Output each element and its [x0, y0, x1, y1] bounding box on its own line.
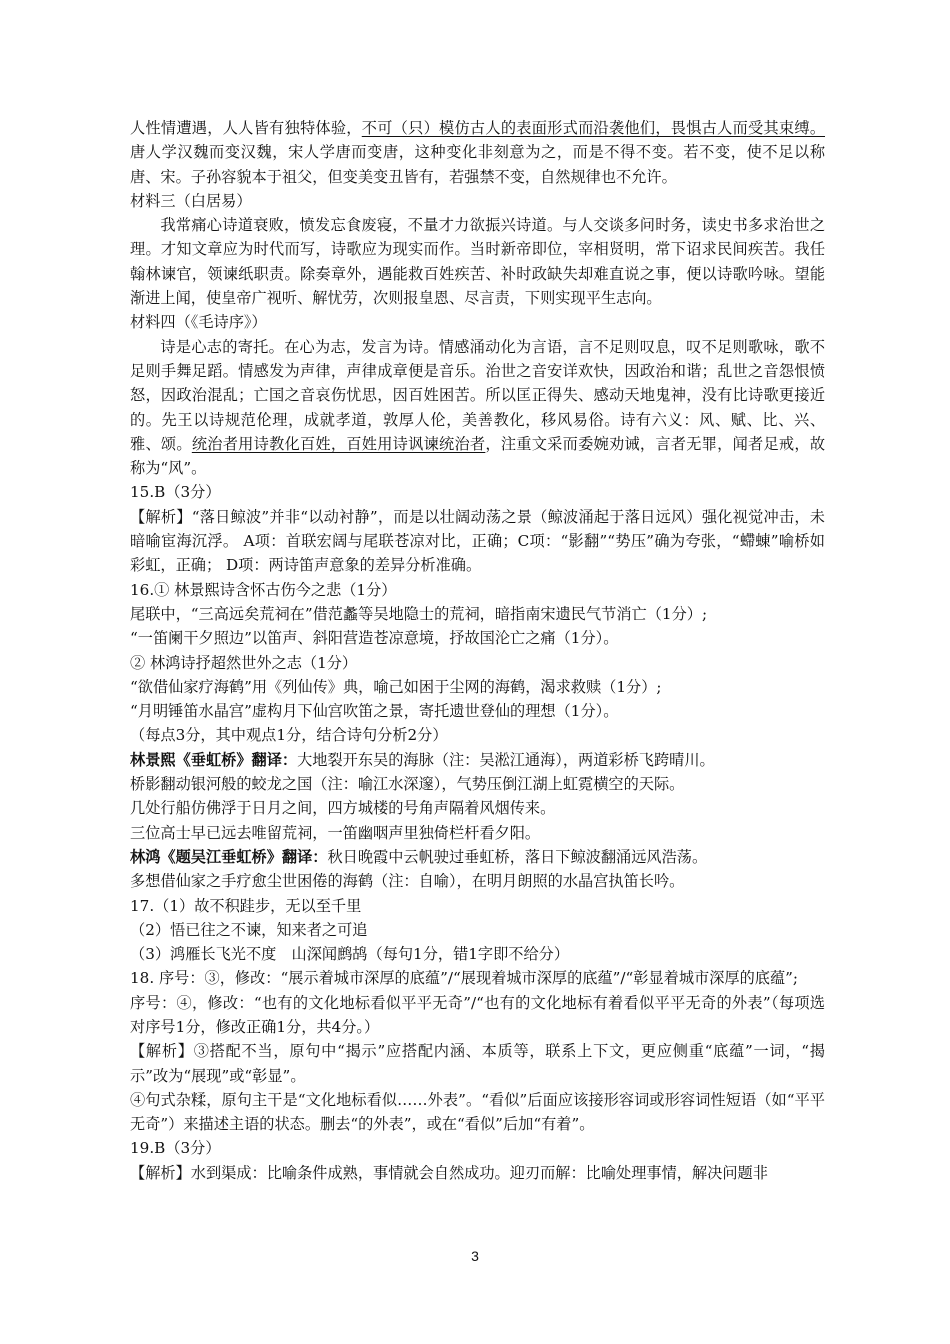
paragraph-material-two-end	[130, 116, 825, 189]
analysis-18: ④句式杂糅，原句主干是“文化地标看似……外表”。“看似”后面应该接形容词或形容词性短语（如“平平无奇”）来描述主语的状态。删去“的外表”，或在“看似”后加“有着”。	[130, 1090, 825, 1134]
answer-15: 15.B（3分）	[130, 483, 221, 502]
answer-18-line: 18. 序号：③，修改：“展示着城市深厚的底蕴”/“展现着城市深厚的底蕴”/“彰显着城市深厚的底蕴”;	[130, 969, 799, 988]
translation-line: 三位高士早已远去唯留荒祠，一笛幽咽声里独倚栏杆看夕阳。	[130, 823, 541, 842]
answer-16-line: ② 林鸿诗抒超然世外之志（1分）	[130, 653, 358, 672]
page-number: 3	[471, 1248, 479, 1264]
material-three-body: 我常痛心诗道衰败，愤发忘食废寝，不量才力欲振兴诗道。与人交谈多问时务，读史书多求治世之理。才知文章应为时代而写，诗歌应为现实而作。当时新帝即位，宰相贤明，常下诏求民间疾苦。我任翰林谏官，领谏纸职责。除奏章外，遇能救百姓疾苦、补时政缺失却难直说之事，便以诗歌吟咏。望能渐进上闻，使皇帝广视听、解忧劳，次则报皇恩、尽言责，下则实现平生志向。	[130, 216, 825, 308]
analysis-19: 【解析】水到渠成：比喻条件成熟，事情就会自然成功。迎刃而解：比喻处理事情，解决问题非	[130, 1163, 768, 1182]
analysis-18: 【解析】③搭配不当，原句中“揭示”应搭配内涵、本质等，联系上下文，更应侧重“底蕴”一词，“揭示”改为“展现”或“彰显”。	[130, 1042, 825, 1085]
text: 秋日晚霞中云帆驶过垂虹桥，落日下鲸波翻涌远风浩荡。	[327, 847, 708, 866]
underlined-text: 统治者用诗教化百姓，百姓用诗讽谏统治者	[191, 434, 486, 453]
analysis-15: 【解析】“落日鲸波”并非“以动衬静”，而是以壮阔动荡之景（鲸波涌起于落日远风）强化视觉冲击，未暗喻宦海沉浮。 A项：首联宏阔与尾联苍凉对比，正确；C项：“影翻”“势压”确为夸张，“螮蝀”喻桥如彩虹，正确； D项：两诗笛声意象的差异分析准确。	[130, 507, 825, 575]
text: 人性情遭遇，人人皆有独特体验，	[130, 119, 362, 137]
answer-17-line: 17.（1）故不积跬步，无以至千里	[130, 896, 362, 915]
translation-line: 多想借仙家之手疗愈尘世困倦的海鹤（注：自喻），在明月朗照的水晶宫执笛长吟。	[130, 872, 685, 891]
answer-17-line: （2）悟已往之不谏，知来者之可追	[130, 920, 368, 939]
material-four-title: 材料四（《毛诗序》）	[130, 313, 267, 332]
answer-19: 19.B（3分）	[130, 1139, 221, 1158]
answer-16-line: （每点3分，其中观点1分，结合诗句分析2分）	[130, 726, 448, 745]
answer-16-line: “欲借仙家疗海鹤”用《列仙传》典，喻己如困于尘网的海鹤，渴求救赎（1分）;	[130, 677, 662, 696]
text: ，注重文采而委婉劝诫，言者无罪，闻者足戒，故称为“风”。	[130, 434, 826, 478]
translation-line: 几处行船仿佛浮于日月之间，四方城楼的号角声隔着风烟传来。	[130, 799, 556, 818]
answer-18-line: 序号：④，修改：“也有的文化地标看似平平无奇”/“也有的文化地标有着看似平平无奇的外表”（每项选对序号1分，修改正确1分，共4分。）	[130, 993, 825, 1036]
translation-label: 林景熙《垂虹桥》翻译：	[130, 750, 298, 769]
text: 诗是心志的寄托。在心为志，发言为诗。情感涌动化为言语，言不足则叹息，叹不足则歌咏，歌不足则手舞足蹈。情感发为声律，声律成章便是音乐。治世之音安详欢快，因政治和谐；乱世之音怨恨愤怒，因政治混乱；亡国之音哀伤忧思，因百姓困苦。所以匡正得失、感动天地鬼神，没有比诗歌更接近的。先王以诗规范伦理，成就孝道，敦厚人伦，美善教化，移风易俗。诗有六义：风、赋、比、兴、雅、颂。	[130, 337, 825, 453]
text: 大地裂开东吴的海脉（注：吴淞江通海），两道彩桥飞跨晴川。	[297, 750, 715, 769]
translation-label: 林鸿《题吴江垂虹桥》翻译：	[130, 847, 328, 866]
answer-16-line: 尾联中，“三高远矣荒祠在”借范蠡等吴地隐士的荒祠，暗指南宋遗民气节消亡（1分）;	[130, 604, 708, 623]
answer-16-line: 16.① 林景熙诗含怀古伤今之悲（1分）	[130, 580, 397, 599]
answer-16-line: “一笛阑干夕照边”以笛声、斜阳营造苍凉意境，抒故国沦亡之痛（1分）。	[130, 629, 619, 648]
material-four-body	[130, 335, 825, 481]
translation-1	[130, 748, 825, 772]
answer-17-line: （3）鸿雁长飞光不度 山深闻鹧鸪（每句1分，错1字即不给分）	[130, 945, 570, 964]
translation-2	[130, 845, 825, 869]
answer-16-line: “月明锤笛水晶宫”虚构月下仙宫吹笛之景，寄托遗世登仙的理想（1分）。	[130, 702, 619, 721]
underlined-text: 不可（只）模仿古人的表面形式而沿袭他们，畏惧古人而受其束缚。	[361, 119, 826, 137]
translation-line: 桥影翻动银河般的蛟龙之国（注：喻江水深邃），气势压倒江湖上虹霓横空的天际。	[130, 775, 685, 794]
material-three-title: 材料三（白居易）	[130, 191, 252, 210]
text: 唐人学汉魏而变汉魏，宋人学唐而变唐，这种变化非刻意为之，而是不得不变。若不变，使不足以称唐、宋。子孙容貌本于祖父，但变美变丑皆有，若强禁不变，自然规律也不允许。	[130, 143, 825, 186]
document-page	[130, 116, 825, 1185]
